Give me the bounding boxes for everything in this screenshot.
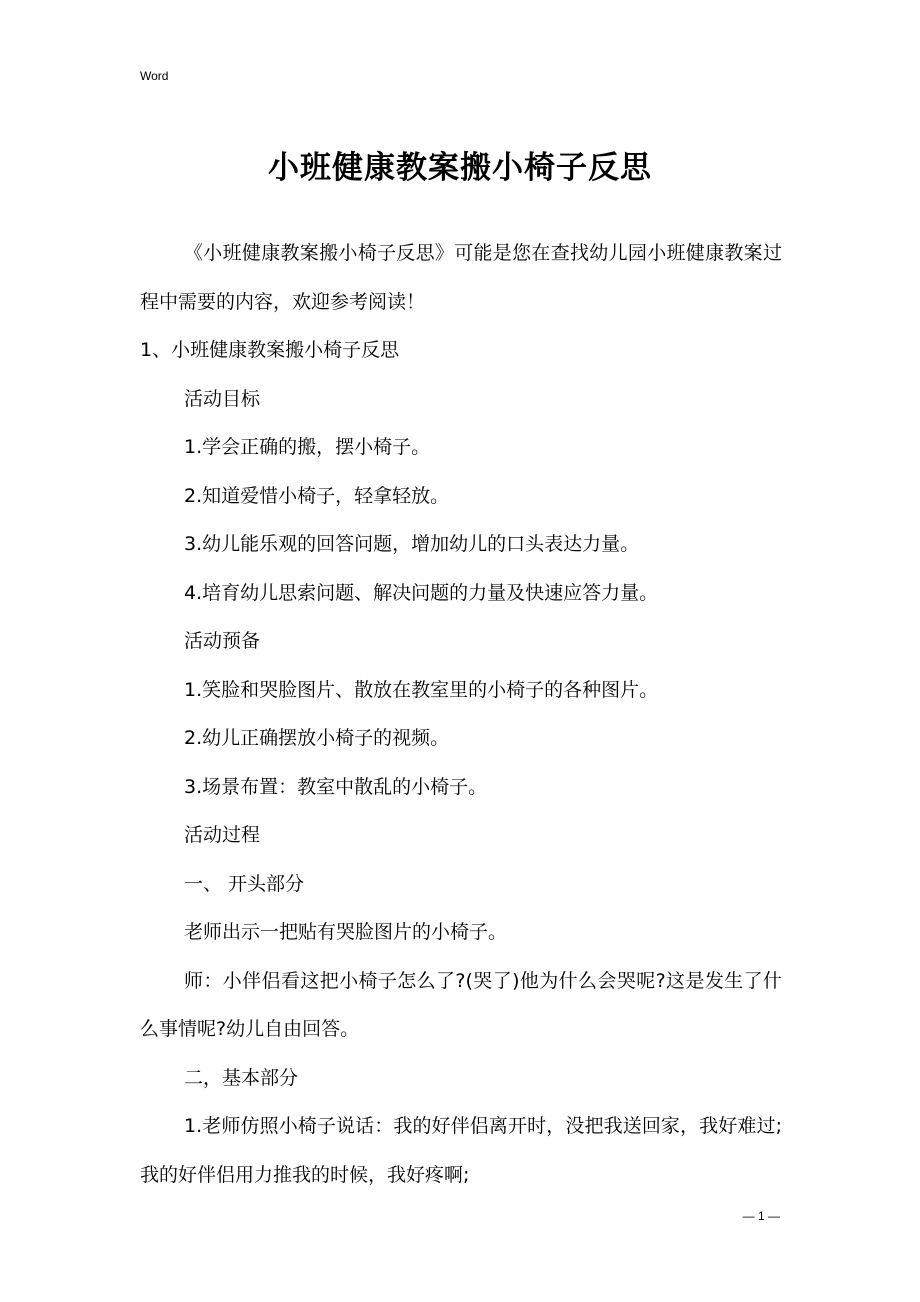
step-heading: 一、 开头部分 — [184, 872, 305, 895]
subsection-heading: 活动预备 — [184, 630, 261, 652]
step-heading: 二，基本部分 — [184, 1066, 299, 1089]
list-item: 4.培育幼儿思索问题、解决问题的力量及快速应答力量。 — [184, 581, 659, 604]
list-item: 3.幼儿能乐观的回答问题，增加幼儿的口头表达力量。 — [184, 533, 640, 555]
list-item: 3.场景布置：教室中散乱的小椅子。 — [184, 775, 488, 798]
section-heading: 1、小班健康教案搬小椅子反思 — [140, 339, 400, 361]
document-body — [140, 229, 782, 1199]
list-item: 2.幼儿正确摆放小椅子的视频。 — [184, 727, 450, 749]
list-item: 1.学会正确的搬，摆小椅子。 — [184, 436, 431, 458]
paragraph: 师：小伴侣看这把小椅子怎么了?(哭了)他为什么会哭呢?这是发生了什么事情呢?幼儿自由回答。 — [140, 969, 782, 1040]
page-number: — 1 — — [742, 1209, 780, 1223]
paragraph: 老师出示一把贴有哭脸图片的小椅子。 — [184, 921, 508, 943]
subsection-heading: 活动目标 — [184, 387, 261, 410]
paragraph: 1.老师仿照小椅子说话：我的好伴侣离开时，没把我送回家，我好难过;我的好伴侣用力推我的时候，我好疼啊; — [140, 1115, 782, 1186]
list-item: 2.知道爱惜小椅子，轻拿轻放。 — [184, 484, 450, 507]
list-item: 1.笑脸和哭脸图片、散放在教室里的小椅子的各种图片。 — [184, 678, 659, 701]
page-header-label: Word — [140, 69, 169, 83]
document-title: 小班健康教案搬小椅子反思 — [268, 150, 652, 186]
paragraph: 《小班健康教案搬小椅子反思》可能是您在查找幼儿园小班健康教案过程中需要的内容，欢迎参考阅读！ — [140, 242, 782, 313]
subsection-heading: 活动过程 — [184, 824, 261, 846]
